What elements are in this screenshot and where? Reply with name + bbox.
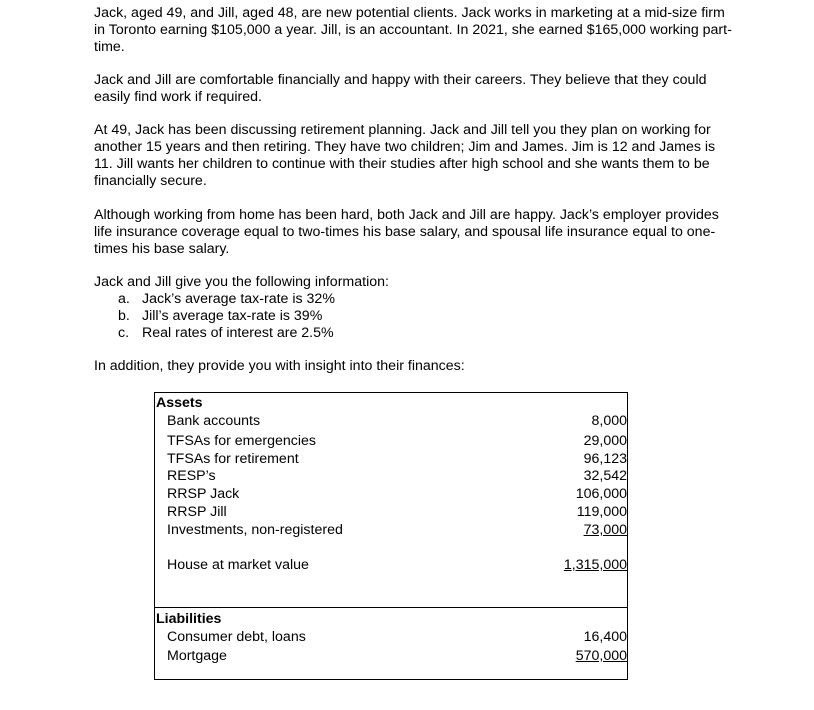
row-value: 106,000 <box>575 486 627 502</box>
row-value: 8,000 <box>591 413 627 429</box>
table-row <box>167 647 627 665</box>
table-row <box>167 467 627 485</box>
intro-paragraph: Jack, aged 49, and Jill, aged 48, are new potential clients. Jack works in marketing at a mid-size firm in Toronto earning $105,000 a year. Jill, is an accountant. In 2021, she earned $165,000 working part-time. <box>94 5 732 55</box>
list-item <box>118 291 335 308</box>
row-value: 16,400 <box>583 629 627 645</box>
row-value: 119,000 <box>576 504 627 520</box>
row-value: 96,123 <box>583 451 627 467</box>
finances-table <box>154 392 628 680</box>
row-value: 73,000 <box>583 522 627 538</box>
row-label: TFSAs for emergencies <box>167 433 317 449</box>
table-row <box>167 503 627 521</box>
info-intro: Jack and Jill give you the following information: <box>94 274 389 290</box>
table-row <box>167 450 627 468</box>
table-row <box>167 556 627 574</box>
row-label: RRSP Jill <box>167 504 227 520</box>
row-value: 1,315,000 <box>563 557 627 573</box>
row-label: TFSAs for retirement <box>167 451 299 467</box>
row-label: RRSP Jack <box>167 486 240 502</box>
finances-intro: In addition, they provide you with insight into their finances: <box>94 358 465 374</box>
list-item <box>118 308 335 325</box>
list-marker: b. <box>118 308 130 324</box>
row-value: 570,000 <box>575 648 627 664</box>
liabilities-heading: Liabilities <box>156 611 222 627</box>
list-text: Jill’s average tax-rate is 39% <box>142 308 323 324</box>
table-row <box>167 412 627 430</box>
row-label: Investments, non-registered <box>167 522 343 538</box>
section-divider <box>155 607 627 608</box>
table-row <box>167 485 627 503</box>
info-list <box>118 291 335 342</box>
table-row <box>167 628 627 646</box>
list-marker: c. <box>118 325 130 341</box>
career-paragraph: Jack and Jill are comfortable financially and happy with their careers. They believe that they could easily find work if required. <box>94 72 707 105</box>
row-label: RESP’s <box>167 468 216 484</box>
list-item <box>118 325 335 342</box>
list-text: Real rates of interest are 2.5% <box>142 325 334 341</box>
table-row <box>167 432 627 450</box>
list-marker: a. <box>118 291 130 307</box>
assets-heading: Assets <box>156 395 203 411</box>
row-label: Mortgage <box>167 648 227 664</box>
row-value: 29,000 <box>583 433 627 449</box>
retirement-paragraph: At 49, Jack has been discussing retirement planning. Jack and Jill tell you they plan on working for another 15 years and then retiring. They have two children; Jim and James. Jim is 12 and James is 11. Jill wants her children to continue with their studies after high school and she wants them to be financially secure. <box>94 122 716 189</box>
list-text: Jack’s average tax-rate is 32% <box>142 291 335 307</box>
row-label: Bank accounts <box>167 413 261 429</box>
row-label: Consumer debt, loans <box>167 629 306 645</box>
row-value: 32,542 <box>583 468 627 484</box>
row-label: House at market value <box>167 557 309 573</box>
table-row <box>167 521 627 539</box>
insurance-paragraph: Although working from home has been hard, both Jack and Jill are happy. Jack’s employer provides life insurance coverage equal to two-times his base salary, and spousal life insurance equal to one-times his base salary. <box>94 207 719 257</box>
